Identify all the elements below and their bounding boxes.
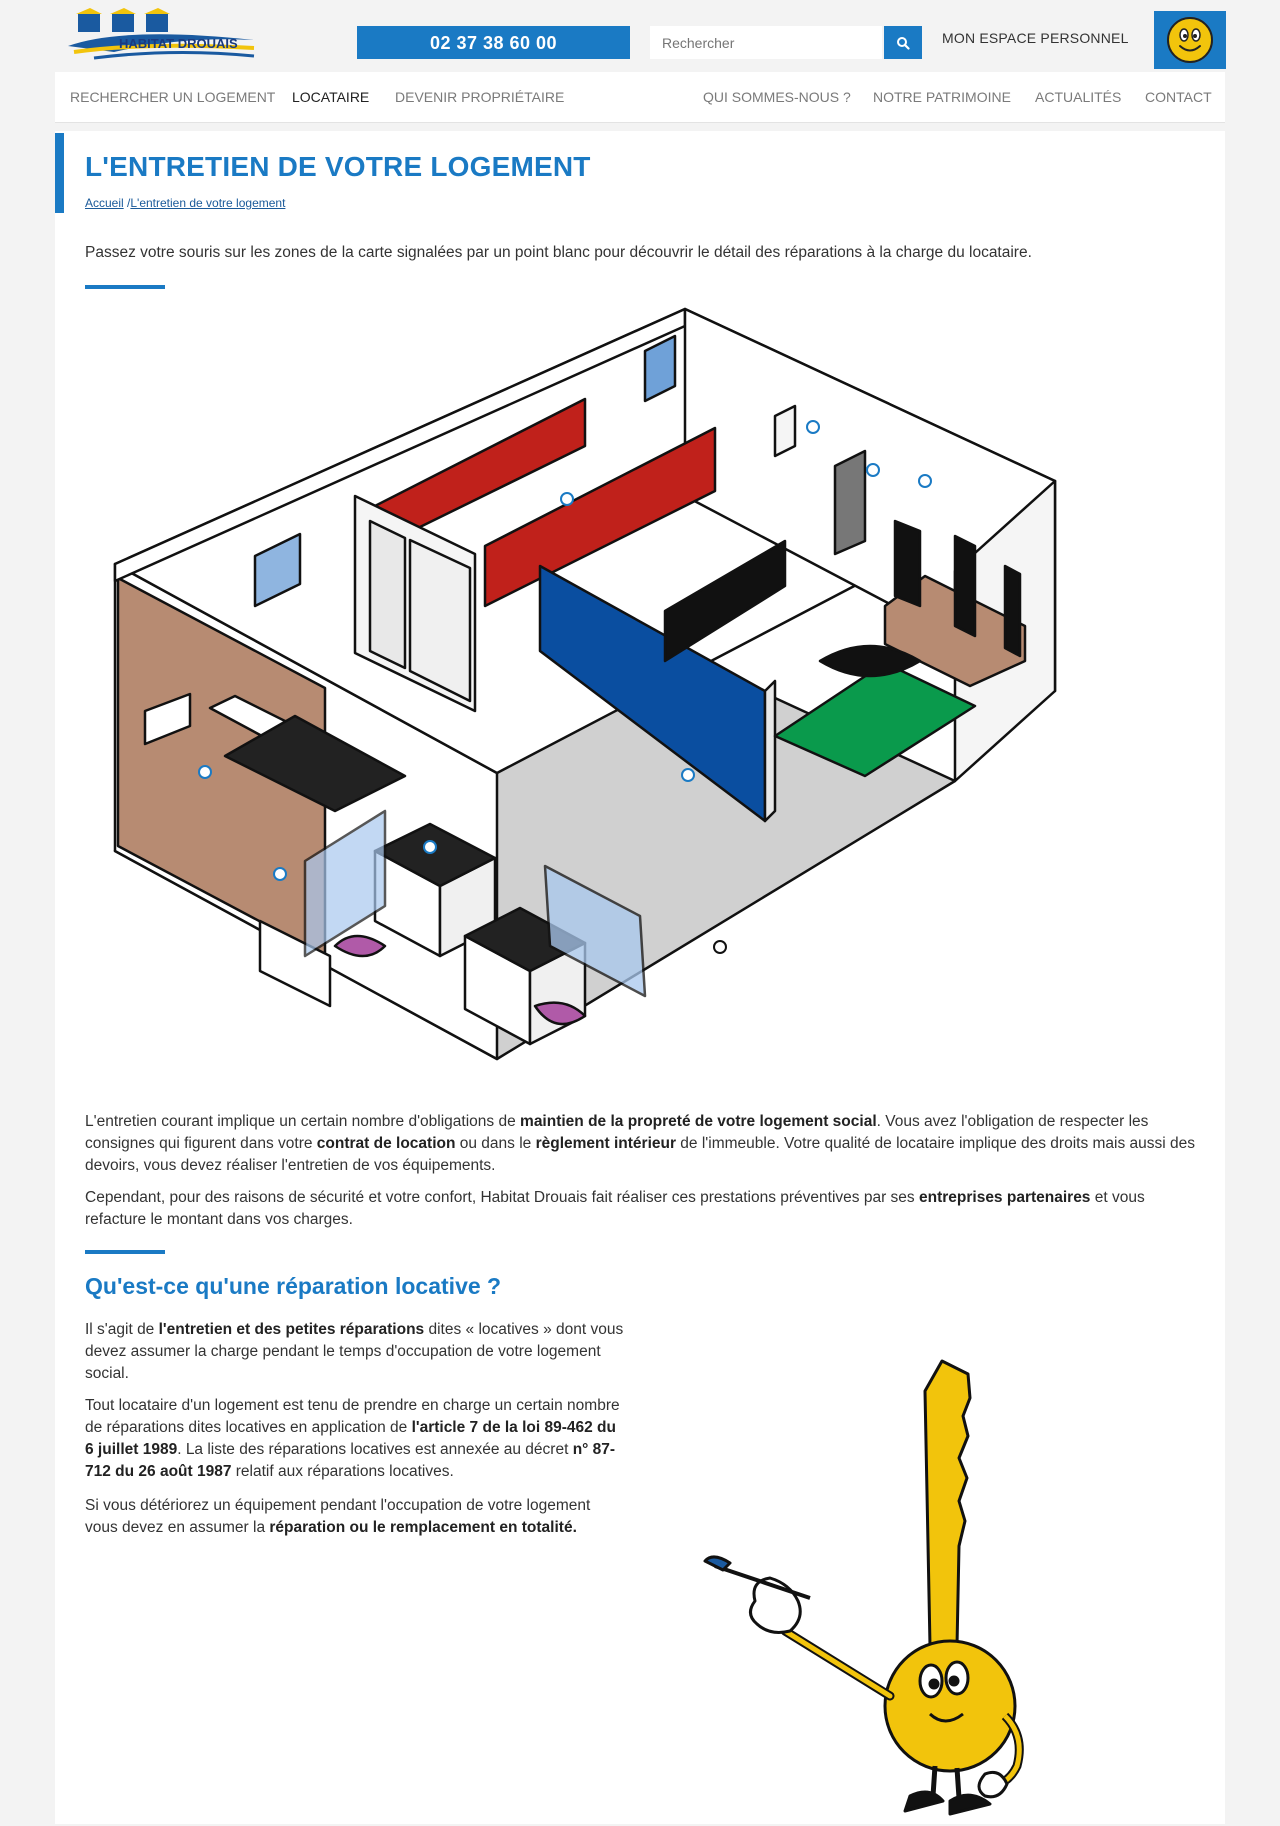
text-bold: contrat de location <box>316 1135 456 1152</box>
text-bold: entreprises partenaires <box>918 1189 1091 1206</box>
section-divider <box>85 285 165 289</box>
text-segment: . Vous avez l'obligation de respecter les consignes qui figurent dans votre <box>85 1113 1149 1152</box>
page-title: L'ENTRETIEN DE VOTRE LOGEMENT <box>85 151 591 182</box>
logo-graphic <box>64 6 304 68</box>
text-segment: Tout locataire d'un logement est tenu de prendre en charge un certain nombre de réparations dites locatives en application de <box>85 1397 620 1436</box>
espace-personnel-avatar[interactable] <box>1154 11 1226 69</box>
paragraph-cependant <box>85 1187 1205 1231</box>
section-title: Qu'est-ce qu'une réparation locative ? <box>85 1273 502 1299</box>
text-segment: relatif aux réparations locatives. <box>231 1463 454 1480</box>
text-bold: maintien de la propreté de votre logement social <box>520 1113 877 1130</box>
site-header <box>0 0 1280 72</box>
text-bold: réparation ou le remplacement en totalité. <box>269 1519 577 1536</box>
nav-notre-patrimoine[interactable]: NOTRE PATRIMOINE <box>873 89 1011 105</box>
text-segment: dites « locatives » dont vous devez assumer la charge pendant le temps d'occupation de votre logement social. <box>85 1321 624 1382</box>
nav-locataire[interactable]: LOCATAIRE <box>292 89 370 105</box>
apartment-map-illustration <box>85 306 1265 1106</box>
text-bold: n° 87-712 du 26 août 1987 <box>85 1441 616 1480</box>
text-segment: Si vous détériorez un équipement pendant l'occupation de votre logement vous devez en assumer la <box>85 1497 591 1536</box>
habitat-drouais-logo[interactable] <box>64 6 304 68</box>
main-content <box>55 131 1225 1824</box>
text-segment: . La liste des réparations locatives est annexée au décret <box>177 1441 573 1458</box>
intro-text: Passez votre souris sur les zones de la carte signalées par un point blanc pour découvrir le détail des réparations à la charge du locataire. <box>85 244 1032 261</box>
text-segment: de l'immeuble. Votre qualité de locataire implique des droits mais aussi des devoirs, vous devez réaliser l'entretien de vos équipements. <box>85 1135 1196 1174</box>
nav-qui-sommes-nous[interactable]: QUI SOMMES-NOUS ? <box>703 89 851 105</box>
main-navigation <box>55 72 1225 123</box>
paragraph-definition <box>85 1319 625 1385</box>
text-bold: l'article 7 de la loi 89-462 du 6 juillet 1989 <box>85 1419 616 1458</box>
search-input[interactable] <box>650 26 882 59</box>
search-button[interactable] <box>884 26 922 59</box>
search-bar <box>650 26 922 59</box>
smiley-icon <box>1165 15 1215 65</box>
nav-actualites[interactable]: ACTUALITÉS <box>1035 89 1122 105</box>
phone-button[interactable]: 02 37 38 60 00 <box>357 26 630 59</box>
paragraph-loi <box>85 1395 625 1483</box>
text-segment: L'entretien courant implique un certain nombre d'obligations de <box>85 1113 521 1130</box>
text-segment: ou dans le <box>455 1135 536 1152</box>
breadcrumb <box>85 196 285 210</box>
search-icon <box>896 36 910 50</box>
breadcrumb-home-link[interactable]: Accueil <box>85 196 124 210</box>
logo-text: HABITAT DROUAIS <box>119 36 238 51</box>
breadcrumb-current-link[interactable]: L'entretien de votre logement <box>130 196 286 210</box>
breadcrumb-separator: / <box>123 196 131 210</box>
nav-devenir-proprietaire[interactable]: DEVENIR PROPRIÉTAIRE <box>395 89 565 105</box>
nav-contact[interactable]: CONTACT <box>1145 89 1212 105</box>
text-bold: règlement intérieur <box>535 1135 676 1152</box>
section-divider <box>85 1250 165 1254</box>
key-mascot-illustration <box>695 1356 1175 1826</box>
paragraph-entretien <box>85 1111 1205 1177</box>
title-accent-bar <box>55 133 64 213</box>
espace-personnel-link[interactable]: MON ESPACE PERSONNEL <box>942 30 1129 46</box>
nav-rechercher-logement[interactable]: RECHERCHER UN LOGEMENT <box>70 89 276 105</box>
text-segment: Il s'agit de <box>85 1321 159 1338</box>
text-segment: et vous refacture le montant dans vos charges. <box>85 1189 1145 1228</box>
text-bold: l'entretien et des petites réparations <box>158 1321 425 1338</box>
paragraph-deterioration <box>85 1495 625 1539</box>
text-segment: Cependant, pour des raisons de sécurité et votre confort, Habitat Drouais fait réaliser ces prestations préventives par ses <box>85 1189 919 1206</box>
